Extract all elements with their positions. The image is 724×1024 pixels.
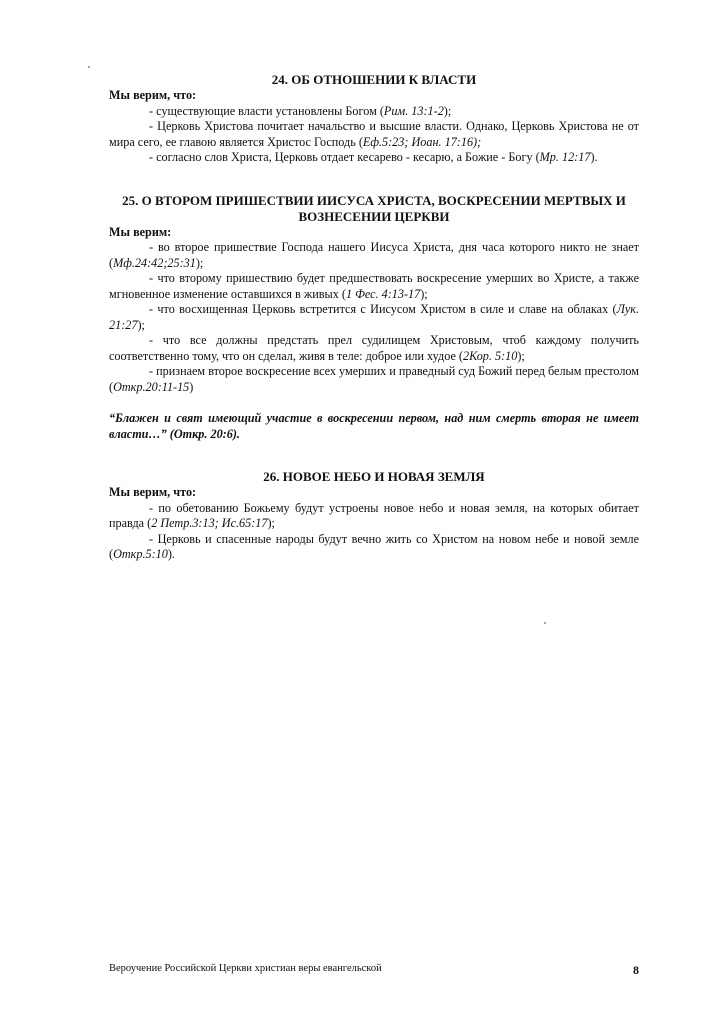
list-item: - что второму пришествию будет предшествовать воскресение умерших во Христе, а также мгновенное изменение оставшихся в живых (1 Фес. 4:13-17); (109, 271, 639, 301)
list-item: - по обетованию Божьему будут устроены новое небо и новая земля, на которых обитает правда (2 Петр.3:13; Ис.65:17); (109, 500, 639, 530)
section-25 (109, 193, 639, 443)
scan-speck (88, 66, 90, 68)
page-number: 8 (633, 963, 639, 977)
section-title: 26. НОВОЕ НЕБО И НОВАЯ ЗЕМЛЯ (263, 469, 485, 484)
list-item: - что восхищенная Церковь встретится с Иисусом Христом в силе и славе на облаках (Лук. 21:27); (109, 302, 639, 332)
section-26 (109, 469, 639, 563)
list-item: - Церковь и спасенные народы будут вечно жить со Христом на новом небе и новой земле (Откр.5:10). (109, 531, 639, 561)
section-title: 24. ОБ ОТНОШЕНИИ К ВЛАСТИ (271, 72, 477, 87)
scripture-quote: “Блажен и свят имеющий участие в воскресении первом, над ним смерть вторая не имеет власти…” (Откр. 20:6). (109, 411, 639, 441)
list-item: - что все должны предстать прел судилищем Христовым, чтоб каждому получить соответственно тому, что он сделал, живя в теле: доброе или худое (2Кор. 5:10); (109, 333, 639, 363)
section-title: 25. О ВТОРОМ ПРИШЕСТВИИ ИИСУСА ХРИСТА, ВОСКРЕСЕНИИ МЕРТВЫХ И ВОЗНЕСЕНИИ ЦЕРКВИ (122, 192, 626, 224)
footer-title: Вероучение Российской Церкви христиан веры евангельской (109, 963, 382, 974)
section-intro: Мы верим, что: (109, 88, 197, 102)
section-24 (109, 72, 639, 166)
list-item: - согласно слов Христа, Церковь отдает кесарево - кесарю, а Божие - Богу (Мр. 12:17). (149, 150, 598, 164)
list-item: - во второе пришествие Господа нашего Иисуса Христа, дня часа которого никто не знает (Мф.24:42;25:31); (109, 240, 639, 270)
section-intro: Мы верим: (109, 224, 172, 239)
scan-speck (544, 622, 546, 624)
page-content (109, 72, 639, 590)
list-item: - Церковь Христова почитает начальство и высшие власти. Однако, Церковь Христова не от мира сего, ее главою является Христос Господь (Еф.5:23; Иоан. 17:16); (109, 119, 639, 149)
section-intro: Мы верим, что: (109, 485, 197, 499)
list-item: - существующие власти установлены Богом (Рим. 13:1-2); (149, 103, 452, 118)
list-item: - признаем второе воскресение всех умерших и праведный суд Божий перед белым престолом (Откр.20:11-15) (109, 364, 639, 394)
